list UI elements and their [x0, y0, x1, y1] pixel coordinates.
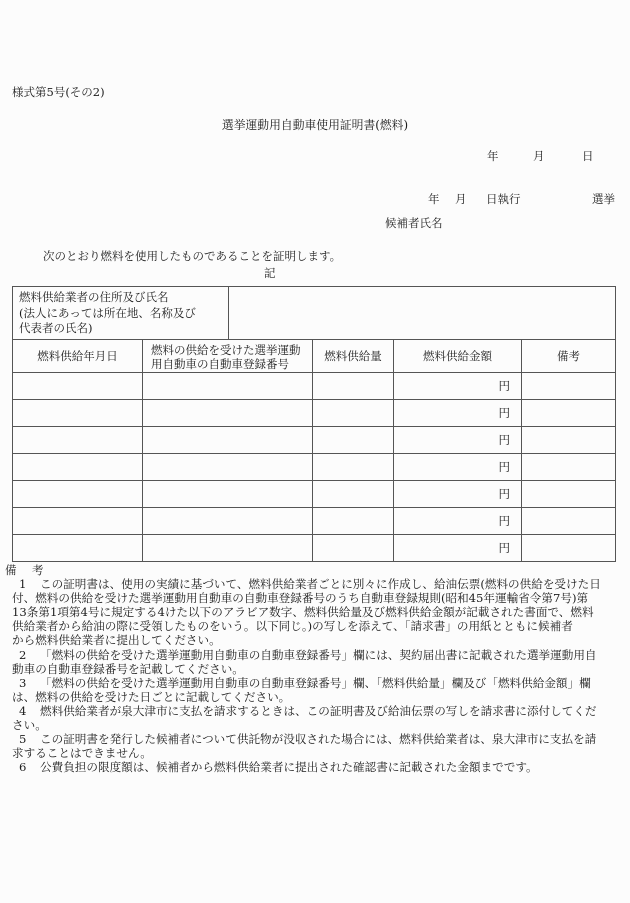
remark-item-5: 5 この証明書を発行した候補者について供託物が没収された場合には、燃料供給業者は、泉大津市に支払を請 — [19, 732, 597, 747]
col-header-supply-amount: 燃料供給量 — [313, 340, 394, 372]
table-header-row — [13, 340, 615, 373]
col-header-vehicle-registration — [143, 340, 313, 372]
supplier-label-line1: 燃料供給業者の住所及び氏名 — [19, 290, 169, 304]
table-row — [13, 373, 615, 400]
fuel-usage-table — [12, 286, 616, 562]
table-row — [13, 427, 615, 454]
yen-label: 円 — [394, 508, 522, 534]
issue-date-day-label: 日 — [582, 149, 594, 163]
supplier-label-line3: 代表者の氏名) — [19, 321, 93, 336]
remark-number: 1 — [19, 577, 27, 591]
remark-number: 4 — [19, 703, 27, 718]
col-header-vehicle-line2: 用自動車の自動車登録番号 — [151, 357, 289, 371]
supplier-label-cell — [13, 287, 229, 339]
table-row — [13, 481, 615, 508]
supplier-row — [13, 287, 615, 340]
remark-number: 6 — [19, 760, 27, 775]
table-row — [13, 508, 615, 535]
remark-item-1-cont: 13条第1項第4号に規定する4けた以下のアラビア数字、燃料供給量及び燃料供給金額が記載された書面で、燃料 — [12, 605, 594, 620]
table-row — [13, 400, 615, 427]
remark-item-1: 1 この証明書は、使用の実績に基づいて、燃料供給業者ごとに別々に作成し、給油伝票(燃料の供給を受けた日 — [19, 577, 601, 591]
col-header-remarks: 備考 — [557, 349, 580, 363]
candidate-name-label: 候補者氏名 — [385, 216, 443, 230]
remark-item-2-cont: 動車の自動車登録番号を記載してください。 — [12, 661, 244, 676]
remark-item-2: 2 「燃料の供給を受けた選挙運動用自動車の自動車登録番号」欄には、契約届出書に記載された選挙運動用自 — [19, 647, 597, 662]
remark-item-3: 3 「燃料の供給を受けた選挙運動用自動車の自動車登録番号」欄、「燃料供給量」欄及び「燃料供給金額」欄 — [19, 675, 591, 690]
remark-item-4-cont: さい。 — [12, 718, 47, 732]
election-name-label: 選挙 — [592, 192, 615, 206]
table-row — [13, 535, 615, 561]
remark-item-1-cont: から燃料供給業者に提出してください。 — [12, 633, 221, 648]
yen-label: 円 — [394, 400, 522, 426]
yen-label: 円 — [394, 373, 522, 399]
yen-label: 円 — [394, 454, 522, 480]
remark-item-5-cont: 求することはできません。 — [12, 746, 152, 761]
remark-item-1-cont: 付、燃料の供給を受けた選挙運動用自動車の自動車登録番号のうち自動車登録規則(昭和45年運輸省令第7号)第 — [12, 591, 589, 606]
sheet-number-label: 様式第5号(その2) — [12, 85, 105, 99]
remarks-heading: 備 考 — [5, 563, 46, 577]
supplier-value-cell — [229, 287, 615, 339]
supplier-label-line2: (法人にあっては所在地、名称及び — [19, 305, 196, 320]
remark-number: 2 — [19, 647, 27, 662]
remark-number: 3 — [19, 675, 27, 690]
remark-item-4: 4 燃料供給業者が泉大津市に支払を請求するときは、この証明書及び給油伝票の写しを請求書に添付してくだ — [19, 703, 597, 718]
election-exec-month-label: 月 — [455, 192, 467, 206]
certify-statement: 次のとおり燃料を使用したものであることを証明します。 — [43, 249, 342, 263]
table-row — [13, 454, 615, 481]
yen-label: 円 — [394, 427, 522, 453]
document-title: 選挙運動用自動車使用証明書(燃料) — [221, 118, 409, 132]
issue-date-year-label: 年 — [487, 149, 499, 163]
remark-item-3-cont: は、燃料の供給を受けた日ごとに記載してください。 — [12, 689, 291, 704]
election-exec-year-label: 年 — [428, 192, 440, 206]
yen-label: 円 — [394, 535, 522, 561]
col-header-vehicle-line1: 燃料の供給を受けた選挙運動 — [151, 342, 301, 357]
col-header-supply-price: 燃料供給金額 — [394, 340, 522, 372]
election-exec-day-label: 日執行 — [486, 192, 521, 206]
remark-item-1-cont: 供給業者から給油の際に受領したものをいう。以下同じ。)の写しを添えて、「請求書」の用紙とともに候補者 — [12, 619, 573, 634]
remark-item-6: 6 公費負担の限度額は、候補者から燃料供給業者に提出された確認書に記載された金額までです。 — [19, 760, 538, 775]
yen-label: 円 — [394, 481, 522, 507]
issue-date-month-label: 月 — [533, 149, 545, 163]
ki-heading: 記 — [264, 266, 276, 280]
remark-number: 5 — [19, 732, 27, 747]
col-header-supply-date: 燃料供給年月日 — [13, 340, 143, 372]
